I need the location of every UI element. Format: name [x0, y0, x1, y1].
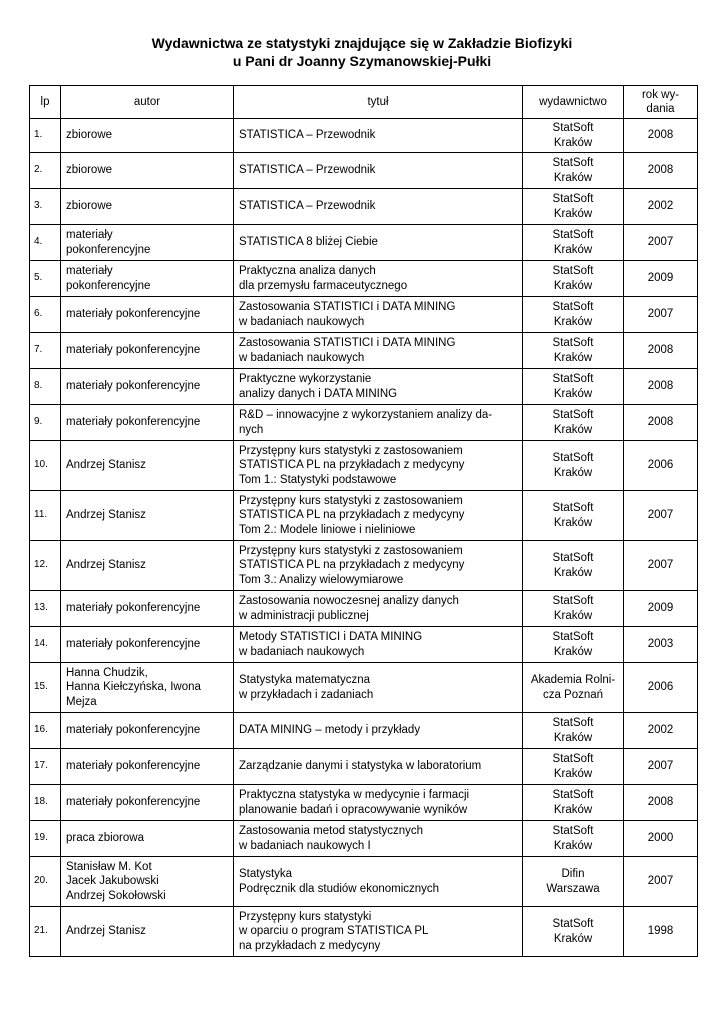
cell-lp: 9. [30, 405, 61, 441]
cell-tytul: Praktyczna statystyka w medycynie i farmacji planowanie badań i opracowywanie wyników [234, 785, 523, 821]
cell-autor: materiały pokonferencyjne [61, 785, 234, 821]
cell-lp: 17. [30, 749, 61, 785]
cell-tytul: Przystępny kurs statystyki w oparciu o program STATISTICA PL na przykładach z medycyny [234, 907, 523, 957]
table-row [30, 369, 698, 405]
cell-tytul: STATISTICA 8 bliżej Ciebie [234, 225, 523, 261]
cell-wydawnictwo: StatSoft Kraków [523, 441, 624, 491]
header-rok: rok wy- dania [624, 86, 698, 119]
table-row [30, 441, 698, 491]
cell-tytul: Statystyka Podręcznik dla studiów ekonomicznych [234, 857, 523, 907]
cell-tytul: Statystyka matematyczna w przykładach i zadaniach [234, 663, 523, 713]
cell-wydawnictwo: StatSoft Kraków [523, 119, 624, 153]
table-header-row [30, 86, 698, 119]
cell-lp: 15. [30, 663, 61, 713]
cell-wydawnictwo: StatSoft Kraków [523, 821, 624, 857]
table-row [30, 491, 698, 541]
cell-lp: 21. [30, 907, 61, 957]
table-row [30, 907, 698, 957]
cell-autor: zbiorowe [61, 119, 234, 153]
cell-wydawnictwo: StatSoft Kraków [523, 785, 624, 821]
cell-autor: materiały pokonferencyjne [61, 713, 234, 749]
document-title [0, 34, 724, 70]
cell-wydawnictwo: StatSoft Kraków [523, 297, 624, 333]
cell-tytul: STATISTICA – Przewodnik [234, 189, 523, 225]
cell-lp: 4. [30, 225, 61, 261]
cell-tytul: Zarządzanie danymi i statystyka w laboratorium [234, 749, 523, 785]
cell-wydawnictwo: StatSoft Kraków [523, 189, 624, 225]
cell-lp: 19. [30, 821, 61, 857]
cell-tytul: STATISTICA – Przewodnik [234, 153, 523, 189]
cell-rok: 2006 [624, 663, 698, 713]
cell-autor: Stanisław M. Kot Jacek Jakubowski Andrzej Sokołowski [61, 857, 234, 907]
cell-rok: 2006 [624, 441, 698, 491]
table-row [30, 153, 698, 189]
cell-wydawnictwo: StatSoft Kraków [523, 541, 624, 591]
header-wydawnictwo: wydawnictwo [523, 86, 624, 119]
cell-autor: zbiorowe [61, 189, 234, 225]
header-lp: lp [30, 86, 61, 119]
cell-tytul: Przystępny kurs statystyki z zastosowaniem STATISTICA PL na przykładach z medycyny Tom 3.: Analizy wielowymiarowe [234, 541, 523, 591]
cell-rok: 2008 [624, 369, 698, 405]
cell-autor: materiały pokonferencyjne [61, 261, 234, 297]
header-tytul: tytuł [234, 86, 523, 119]
cell-tytul: Zastosowania STATISTICI i DATA MINING w badaniach naukowych [234, 333, 523, 369]
cell-wydawnictwo: StatSoft Kraków [523, 627, 624, 663]
cell-rok: 2002 [624, 189, 698, 225]
table-row [30, 119, 698, 153]
cell-wydawnictwo: StatSoft Kraków [523, 405, 624, 441]
cell-lp: 8. [30, 369, 61, 405]
cell-tytul: DATA MINING – metody i przykłady [234, 713, 523, 749]
cell-rok: 2003 [624, 627, 698, 663]
cell-rok: 2008 [624, 153, 698, 189]
cell-rok: 1998 [624, 907, 698, 957]
cell-autor: Hanna Chudzik, Hanna Kiełczyńska, Iwona Mejza [61, 663, 234, 713]
cell-wydawnictwo: StatSoft Kraków [523, 225, 624, 261]
cell-wydawnictwo: StatSoft Kraków [523, 333, 624, 369]
cell-wydawnictwo: Difin Warszawa [523, 857, 624, 907]
cell-lp: 6. [30, 297, 61, 333]
cell-wydawnictwo: StatSoft Kraków [523, 713, 624, 749]
cell-autor: materiały pokonferencyjne [61, 369, 234, 405]
table-row [30, 225, 698, 261]
cell-autor: materiały pokonferencyjne [61, 225, 234, 261]
cell-wydawnictwo: Akademia Rolni- cza Poznań [523, 663, 624, 713]
cell-autor: zbiorowe [61, 153, 234, 189]
cell-tytul: Praktyczna analiza danych dla przemysłu farmaceutycznego [234, 261, 523, 297]
table-row [30, 821, 698, 857]
table-row [30, 713, 698, 749]
table-row [30, 663, 698, 713]
cell-tytul: Metody STATISTICI i DATA MINING w badaniach naukowych [234, 627, 523, 663]
table-row [30, 189, 698, 225]
table-row [30, 405, 698, 441]
cell-wydawnictwo: StatSoft Kraków [523, 591, 624, 627]
cell-lp: 16. [30, 713, 61, 749]
cell-autor: Andrzej Stanisz [61, 541, 234, 591]
cell-lp: 18. [30, 785, 61, 821]
cell-rok: 2008 [624, 333, 698, 369]
table-row [30, 749, 698, 785]
cell-rok: 2002 [624, 713, 698, 749]
cell-rok: 2007 [624, 297, 698, 333]
cell-autor: Andrzej Stanisz [61, 441, 234, 491]
cell-tytul: Zastosowania STATISTICI i DATA MINING w badaniach naukowych [234, 297, 523, 333]
title-line-2: u Pani dr Joanny Szymanowskiej-Pułki [232, 53, 492, 69]
table-row [30, 541, 698, 591]
cell-autor: materiały pokonferencyjne [61, 749, 234, 785]
cell-autor: materiały pokonferencyjne [61, 591, 234, 627]
cell-wydawnictwo: StatSoft Kraków [523, 491, 624, 541]
cell-rok: 2007 [624, 225, 698, 261]
cell-autor: materiały pokonferencyjne [61, 405, 234, 441]
table-row [30, 591, 698, 627]
cell-lp: 3. [30, 189, 61, 225]
table-body [30, 119, 698, 957]
cell-tytul: Przystępny kurs statystyki z zastosowaniem STATISTICA PL na przykładach z medycyny Tom 1.: Statystyki podstawowe [234, 441, 523, 491]
cell-tytul: Przystępny kurs statystyki z zastosowaniem STATISTICA PL na przykładach z medycyny Tom 2.: Modele liniowe i nieliniowe [234, 491, 523, 541]
cell-tytul: Praktyczne wykorzystanie analizy danych i DATA MINING [234, 369, 523, 405]
cell-lp: 20. [30, 857, 61, 907]
cell-tytul: STATISTICA – Przewodnik [234, 119, 523, 153]
cell-lp: 14. [30, 627, 61, 663]
cell-wydawnictwo: StatSoft Kraków [523, 907, 624, 957]
cell-rok: 2007 [624, 491, 698, 541]
cell-tytul: R&D – innowacyjne z wykorzystaniem analizy da- nych [234, 405, 523, 441]
cell-lp: 2. [30, 153, 61, 189]
cell-rok: 2000 [624, 821, 698, 857]
cell-lp: 13. [30, 591, 61, 627]
publications-table [29, 85, 698, 957]
cell-rok: 2008 [624, 785, 698, 821]
cell-rok: 2007 [624, 541, 698, 591]
cell-lp: 12. [30, 541, 61, 591]
title-line-1: Wydawnictwa ze statystyki znajdujące się w Zakładzie Biofizyki [151, 35, 573, 51]
cell-wydawnictwo: StatSoft Kraków [523, 261, 624, 297]
table-row [30, 857, 698, 907]
cell-rok: 2008 [624, 119, 698, 153]
cell-rok: 2007 [624, 857, 698, 907]
cell-autor: Andrzej Stanisz [61, 491, 234, 541]
cell-rok: 2009 [624, 261, 698, 297]
table-row [30, 261, 698, 297]
cell-lp: 1. [30, 119, 61, 153]
cell-lp: 7. [30, 333, 61, 369]
table-row [30, 785, 698, 821]
cell-rok: 2007 [624, 749, 698, 785]
cell-wydawnictwo: StatSoft Kraków [523, 749, 624, 785]
cell-autor: materiały pokonferencyjne [61, 333, 234, 369]
cell-tytul: Zastosowania nowoczesnej analizy danych w administracji publicznej [234, 591, 523, 627]
cell-rok: 2008 [624, 405, 698, 441]
cell-rok: 2009 [624, 591, 698, 627]
cell-autor: Andrzej Stanisz [61, 907, 234, 957]
cell-autor: praca zbiorowa [61, 821, 234, 857]
table-row [30, 333, 698, 369]
cell-lp: 10. [30, 441, 61, 491]
cell-autor: materiały pokonferencyjne [61, 297, 234, 333]
cell-lp: 11. [30, 491, 61, 541]
cell-lp: 5. [30, 261, 61, 297]
cell-tytul: Zastosowania metod statystycznych w badaniach naukowych I [234, 821, 523, 857]
table-row [30, 297, 698, 333]
cell-wydawnictwo: StatSoft Kraków [523, 153, 624, 189]
cell-wydawnictwo: StatSoft Kraków [523, 369, 624, 405]
header-autor: autor [61, 86, 234, 119]
table-row [30, 627, 698, 663]
cell-autor: materiały pokonferencyjne [61, 627, 234, 663]
